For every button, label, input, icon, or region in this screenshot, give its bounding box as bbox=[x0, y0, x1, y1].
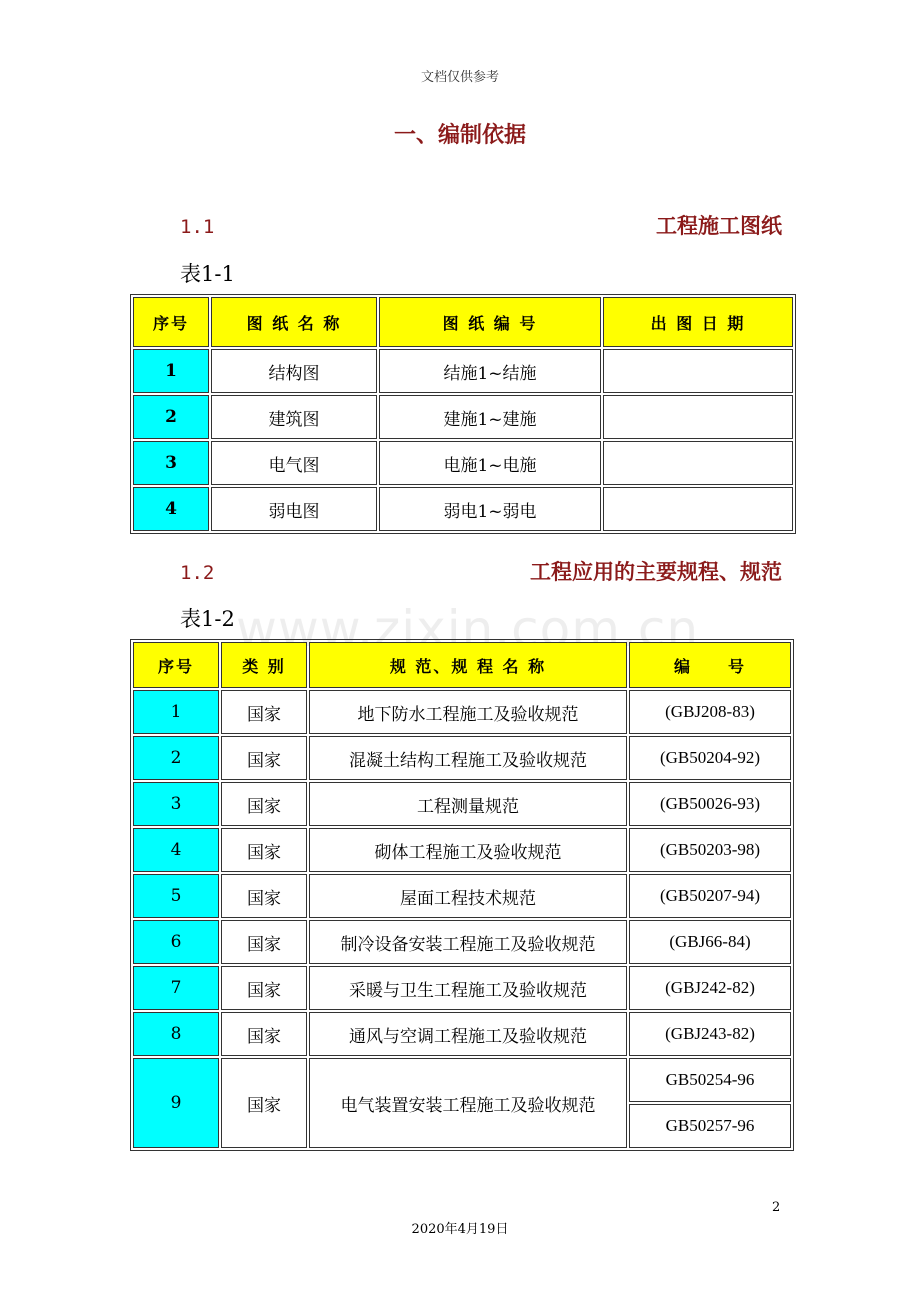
section-heading-1 bbox=[180, 210, 782, 240]
table-row bbox=[133, 1058, 791, 1102]
standard-code: (GB50026-93) bbox=[629, 782, 791, 826]
standard-category: 国家 bbox=[221, 1012, 307, 1056]
drawing-date bbox=[603, 487, 793, 531]
standard-name: 地下防水工程施工及验收规范 bbox=[309, 690, 627, 734]
standard-category: 国家 bbox=[221, 966, 307, 1010]
table-row bbox=[133, 349, 793, 393]
standard-category: 国家 bbox=[221, 920, 307, 964]
drawing-code: 建施1~建施 bbox=[379, 395, 601, 439]
drawing-name: 电气图 bbox=[211, 441, 377, 485]
standard-code: GB50254-96 bbox=[629, 1058, 791, 1102]
header-note: 文档仅供参考 bbox=[420, 70, 499, 85]
table-label-2: 表1-2 bbox=[180, 607, 235, 631]
row-index: 2 bbox=[133, 736, 219, 780]
drawing-code: 弱电1~弱电 bbox=[379, 487, 601, 531]
table-row bbox=[133, 1012, 791, 1056]
section-title: 工程施工图纸 bbox=[656, 213, 782, 238]
standard-code: (GBJ208-83) bbox=[629, 690, 791, 734]
table-row bbox=[133, 874, 791, 918]
standard-name: 电气装置安装工程施工及验收规范 bbox=[309, 1058, 627, 1148]
table-row bbox=[133, 828, 791, 872]
standard-name: 制冷设备安装工程施工及验收规范 bbox=[309, 920, 627, 964]
row-index: 4 bbox=[133, 828, 219, 872]
row-index: 2 bbox=[133, 395, 209, 439]
header-cell: 编 号 bbox=[629, 642, 791, 688]
document-title: 一、编制依据 bbox=[393, 122, 526, 148]
standard-code: (GBJ242-82) bbox=[629, 966, 791, 1010]
table-row bbox=[133, 690, 791, 734]
section-title: 工程应用的主要规程、规范 bbox=[530, 559, 782, 584]
drawing-name: 建筑图 bbox=[211, 395, 377, 439]
standard-name: 屋面工程技术规范 bbox=[309, 874, 627, 918]
table-row bbox=[133, 487, 793, 531]
header-cell: 序号 bbox=[133, 297, 209, 347]
footer-date: 2020年4月19日 bbox=[411, 1222, 509, 1237]
drawing-code: 电施1~电施 bbox=[379, 441, 601, 485]
row-index: 4 bbox=[133, 487, 209, 531]
table-row bbox=[133, 920, 791, 964]
page-number: 2 bbox=[772, 1200, 781, 1215]
drawings-table bbox=[130, 294, 796, 534]
row-index: 8 bbox=[133, 1012, 219, 1056]
drawing-date bbox=[603, 395, 793, 439]
standard-code: (GB50203-98) bbox=[629, 828, 791, 872]
standard-name: 通风与空调工程施工及验收规范 bbox=[309, 1012, 627, 1056]
section-number: 1.1 bbox=[180, 216, 215, 238]
standard-code: (GBJ243-82) bbox=[629, 1012, 791, 1056]
drawing-date bbox=[603, 349, 793, 393]
standards-table bbox=[130, 639, 794, 1151]
drawing-code: 结施1~结施 bbox=[379, 349, 601, 393]
standard-category: 国家 bbox=[221, 690, 307, 734]
row-index: 7 bbox=[133, 966, 219, 1010]
header-cell: 出 图 日 期 bbox=[603, 297, 793, 347]
header-cell: 图 纸 名 称 bbox=[211, 297, 377, 347]
table-row bbox=[133, 395, 793, 439]
drawing-name: 结构图 bbox=[211, 349, 377, 393]
standard-code: (GBJ66-84) bbox=[629, 920, 791, 964]
header-cell: 类 别 bbox=[221, 642, 307, 688]
table-header-row bbox=[133, 642, 791, 688]
header-cell: 序号 bbox=[133, 642, 219, 688]
table-label-1: 表1-1 bbox=[180, 262, 235, 286]
row-index: 5 bbox=[133, 874, 219, 918]
standard-category: 国家 bbox=[221, 874, 307, 918]
section-number: 1.2 bbox=[180, 562, 215, 584]
row-index: 3 bbox=[133, 441, 209, 485]
standard-code: (GB50207-94) bbox=[629, 874, 791, 918]
row-index: 1 bbox=[133, 349, 209, 393]
standard-code: GB50257-96 bbox=[629, 1104, 791, 1148]
row-index: 9 bbox=[133, 1058, 219, 1148]
standard-category: 国家 bbox=[221, 736, 307, 780]
watermark: www.zixin.com.cn bbox=[236, 600, 700, 658]
standard-name: 采暖与卫生工程施工及验收规范 bbox=[309, 966, 627, 1010]
table-row bbox=[133, 441, 793, 485]
drawing-date bbox=[603, 441, 793, 485]
standard-name: 混凝土结构工程施工及验收规范 bbox=[309, 736, 627, 780]
standard-category: 国家 bbox=[221, 828, 307, 872]
standard-category: 国家 bbox=[221, 782, 307, 826]
header-cell: 图 纸 编 号 bbox=[379, 297, 601, 347]
drawing-name: 弱电图 bbox=[211, 487, 377, 531]
section-heading-2 bbox=[180, 556, 782, 586]
standard-name: 砌体工程施工及验收规范 bbox=[309, 828, 627, 872]
table-row bbox=[133, 782, 791, 826]
row-index: 3 bbox=[133, 782, 219, 826]
header-cell: 规 范、规 程 名 称 bbox=[309, 642, 627, 688]
standard-category: 国家 bbox=[221, 1058, 307, 1148]
standard-code: (GB50204-92) bbox=[629, 736, 791, 780]
row-index: 6 bbox=[133, 920, 219, 964]
table-row bbox=[133, 966, 791, 1010]
table-header-row bbox=[133, 297, 793, 347]
row-index: 1 bbox=[133, 690, 219, 734]
table-row bbox=[133, 736, 791, 780]
standard-name: 工程测量规范 bbox=[309, 782, 627, 826]
